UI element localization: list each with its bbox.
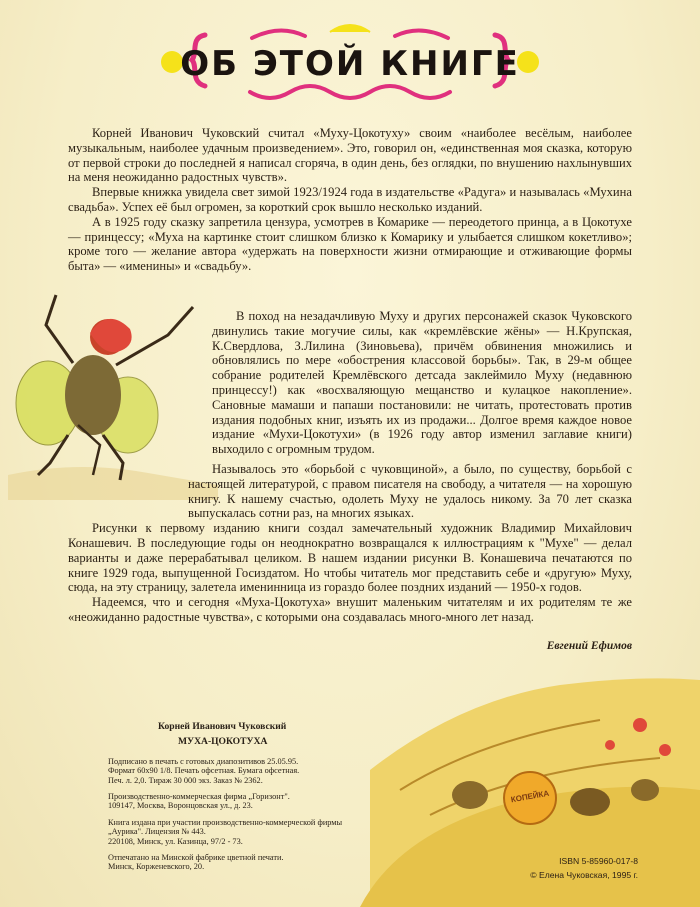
paragraph: Рисунки к первому изданию книги создал замечательный художник Владимир Михайлович Конашевич. В последующие годы он неоднократно возвращался к иллюстрациям к "Мухе" — делал варианты и даже перерабатывал целиком. В нашем издании рисунки В. Конашевича печатаются по книге 1929 года, выпущенной Госиздатом. Но чтобы читатель мог представить себе и «другую» Муху, сюда, на эту страницу, залетела именинница из гораздо более поздних изданий — 1950-х годов. <box>68 521 632 595</box>
imprint-line: Книга издана при участии производственно-коммерческой фирмы „Аурика". Лицензия № 443. <box>108 817 343 837</box>
paragraph: Надеемся, что и сегодня «Муха-Цокотуха» внушит маленьким читателям и их родителям те же «неожиданно радостные чувства», с которыми она создавалась много-много лет назад. <box>68 595 632 624</box>
fly-body <box>65 355 121 435</box>
nut-icon <box>570 788 610 816</box>
flower-icon <box>633 718 647 732</box>
imprint-print-info <box>108 757 358 785</box>
imprint-line: Формат 60x90 1/8. Печать офсетная. Бумага офсетная. <box>108 766 300 776</box>
coin-label: КОПЕЙКА <box>510 788 550 805</box>
flower-icon <box>605 740 615 750</box>
paragraph: Корней Иванович Чуковский считал «Муху-Цокотуху» своим «наиболее весёлым, наиболее музыкальным, наиболее удачным произведением». Это, говорил он, «единственная моя сказка, которую от первой строки до последней я написал сгоряча, в один день, без оглядки, по внушению нахлынувших на меня неожиданно радостных чувств». <box>68 126 632 185</box>
fly-arm <box>46 295 73 363</box>
imprint-line: Минск, Корженевского, 20. <box>108 862 205 872</box>
title-block <box>150 22 550 102</box>
imprint-block <box>108 722 358 879</box>
imprint-line: Производственно-коммерческая фирма „Горизонт". <box>108 792 290 802</box>
nut-icon <box>631 779 659 801</box>
paragraph: В поход на незадачливую Муху и других персонажей сказок Чуковского двинулись такие могучие силы, как «кремлёвские жёны» — Н.Крупская, К.Свердлова, З.Лилина (Зиновьева), причём обвинения множились и обновлялись по мере «обострения классовой борьбы». Так, в 29-м общее собрание родителей Кремлёвского детсада заклеймило Муху (недавнюю принцессу!) как «восхваляющую мещанство и кулацкое накопление». Сановные мамаши и папаши постановили: не читать, протестовать против издания подобных книг, изъять их из продажи... Долгое время каждое новое издание «Мухи-Цокотухи» (в 1926 году автор изменил заглавие книги) выходило с огромным трудом. <box>212 309 632 457</box>
imprint-line: Подписано в печать с готовых диапозитивов 25.05.95. <box>108 756 299 766</box>
imprint-edition-info <box>108 818 358 846</box>
text-block-bottom <box>68 462 632 625</box>
author-signature: Евгений Ефимов <box>546 640 632 652</box>
text-block-top <box>68 126 632 274</box>
isbn: ISBN 5-85960-017-8 <box>559 856 638 866</box>
imprint-factory-info <box>108 853 358 872</box>
imprint-book-title: МУХА-ЦОКОТУХА <box>178 736 268 748</box>
imprint-line: 109147, Москва, Воронцовская ул., д. 23. <box>108 801 253 811</box>
imprint-author: Корней Иванович Чуковский <box>158 721 287 732</box>
imprint-firm-info <box>108 792 358 811</box>
flower-icon <box>659 744 671 756</box>
paragraph: Называлось это «борьбой с чуковщиной», а было, по существу, борьбой с настоящей литературой, с правом писателя на свободу, а читателя — на хорошую книгу. К нашему счастью, одолеть Муху не удалось никому. За 70 лет сказка выпускалась сотни раз, на многих языках. <box>188 462 632 521</box>
paragraph: А в 1925 году сказку запретила цензура, усмотрев в Комарике — переодетого принца, а в Цокотухе — принцессу; «Муха на картинке стоит слишком близко к Комарику и улыбается слишком кокетливо»; кроме того — желание автора «удержать на поверхности жизни отмирающие и отживающие формы быта» — «именины» и «свадьбу». <box>68 214 632 274</box>
paragraph: Впервые книжка увидела свет зимой 1923/1924 года в издательстве «Радуга» и называлась «Мухина свадьба». Успех её был огромен, за короткий срок вышло несколько изданий. <box>68 185 632 214</box>
text-block-middle <box>212 309 632 457</box>
imprint-line: Печ. л. 2,0. Тираж 30 000 экз. Заказ № 2362. <box>108 775 263 785</box>
copyright: © Елена Чуковская, 1995 г. <box>530 870 638 880</box>
imprint-line: 220108, Минск, ул. Казинца, 97/2 - 73. <box>108 836 243 846</box>
imprint-line: Отпечатано на Минской фабрике цветной печати. <box>108 853 284 863</box>
page-title: ОБ ЭТОЙ КНИГЕ <box>180 44 520 84</box>
nut-icon <box>452 781 488 809</box>
